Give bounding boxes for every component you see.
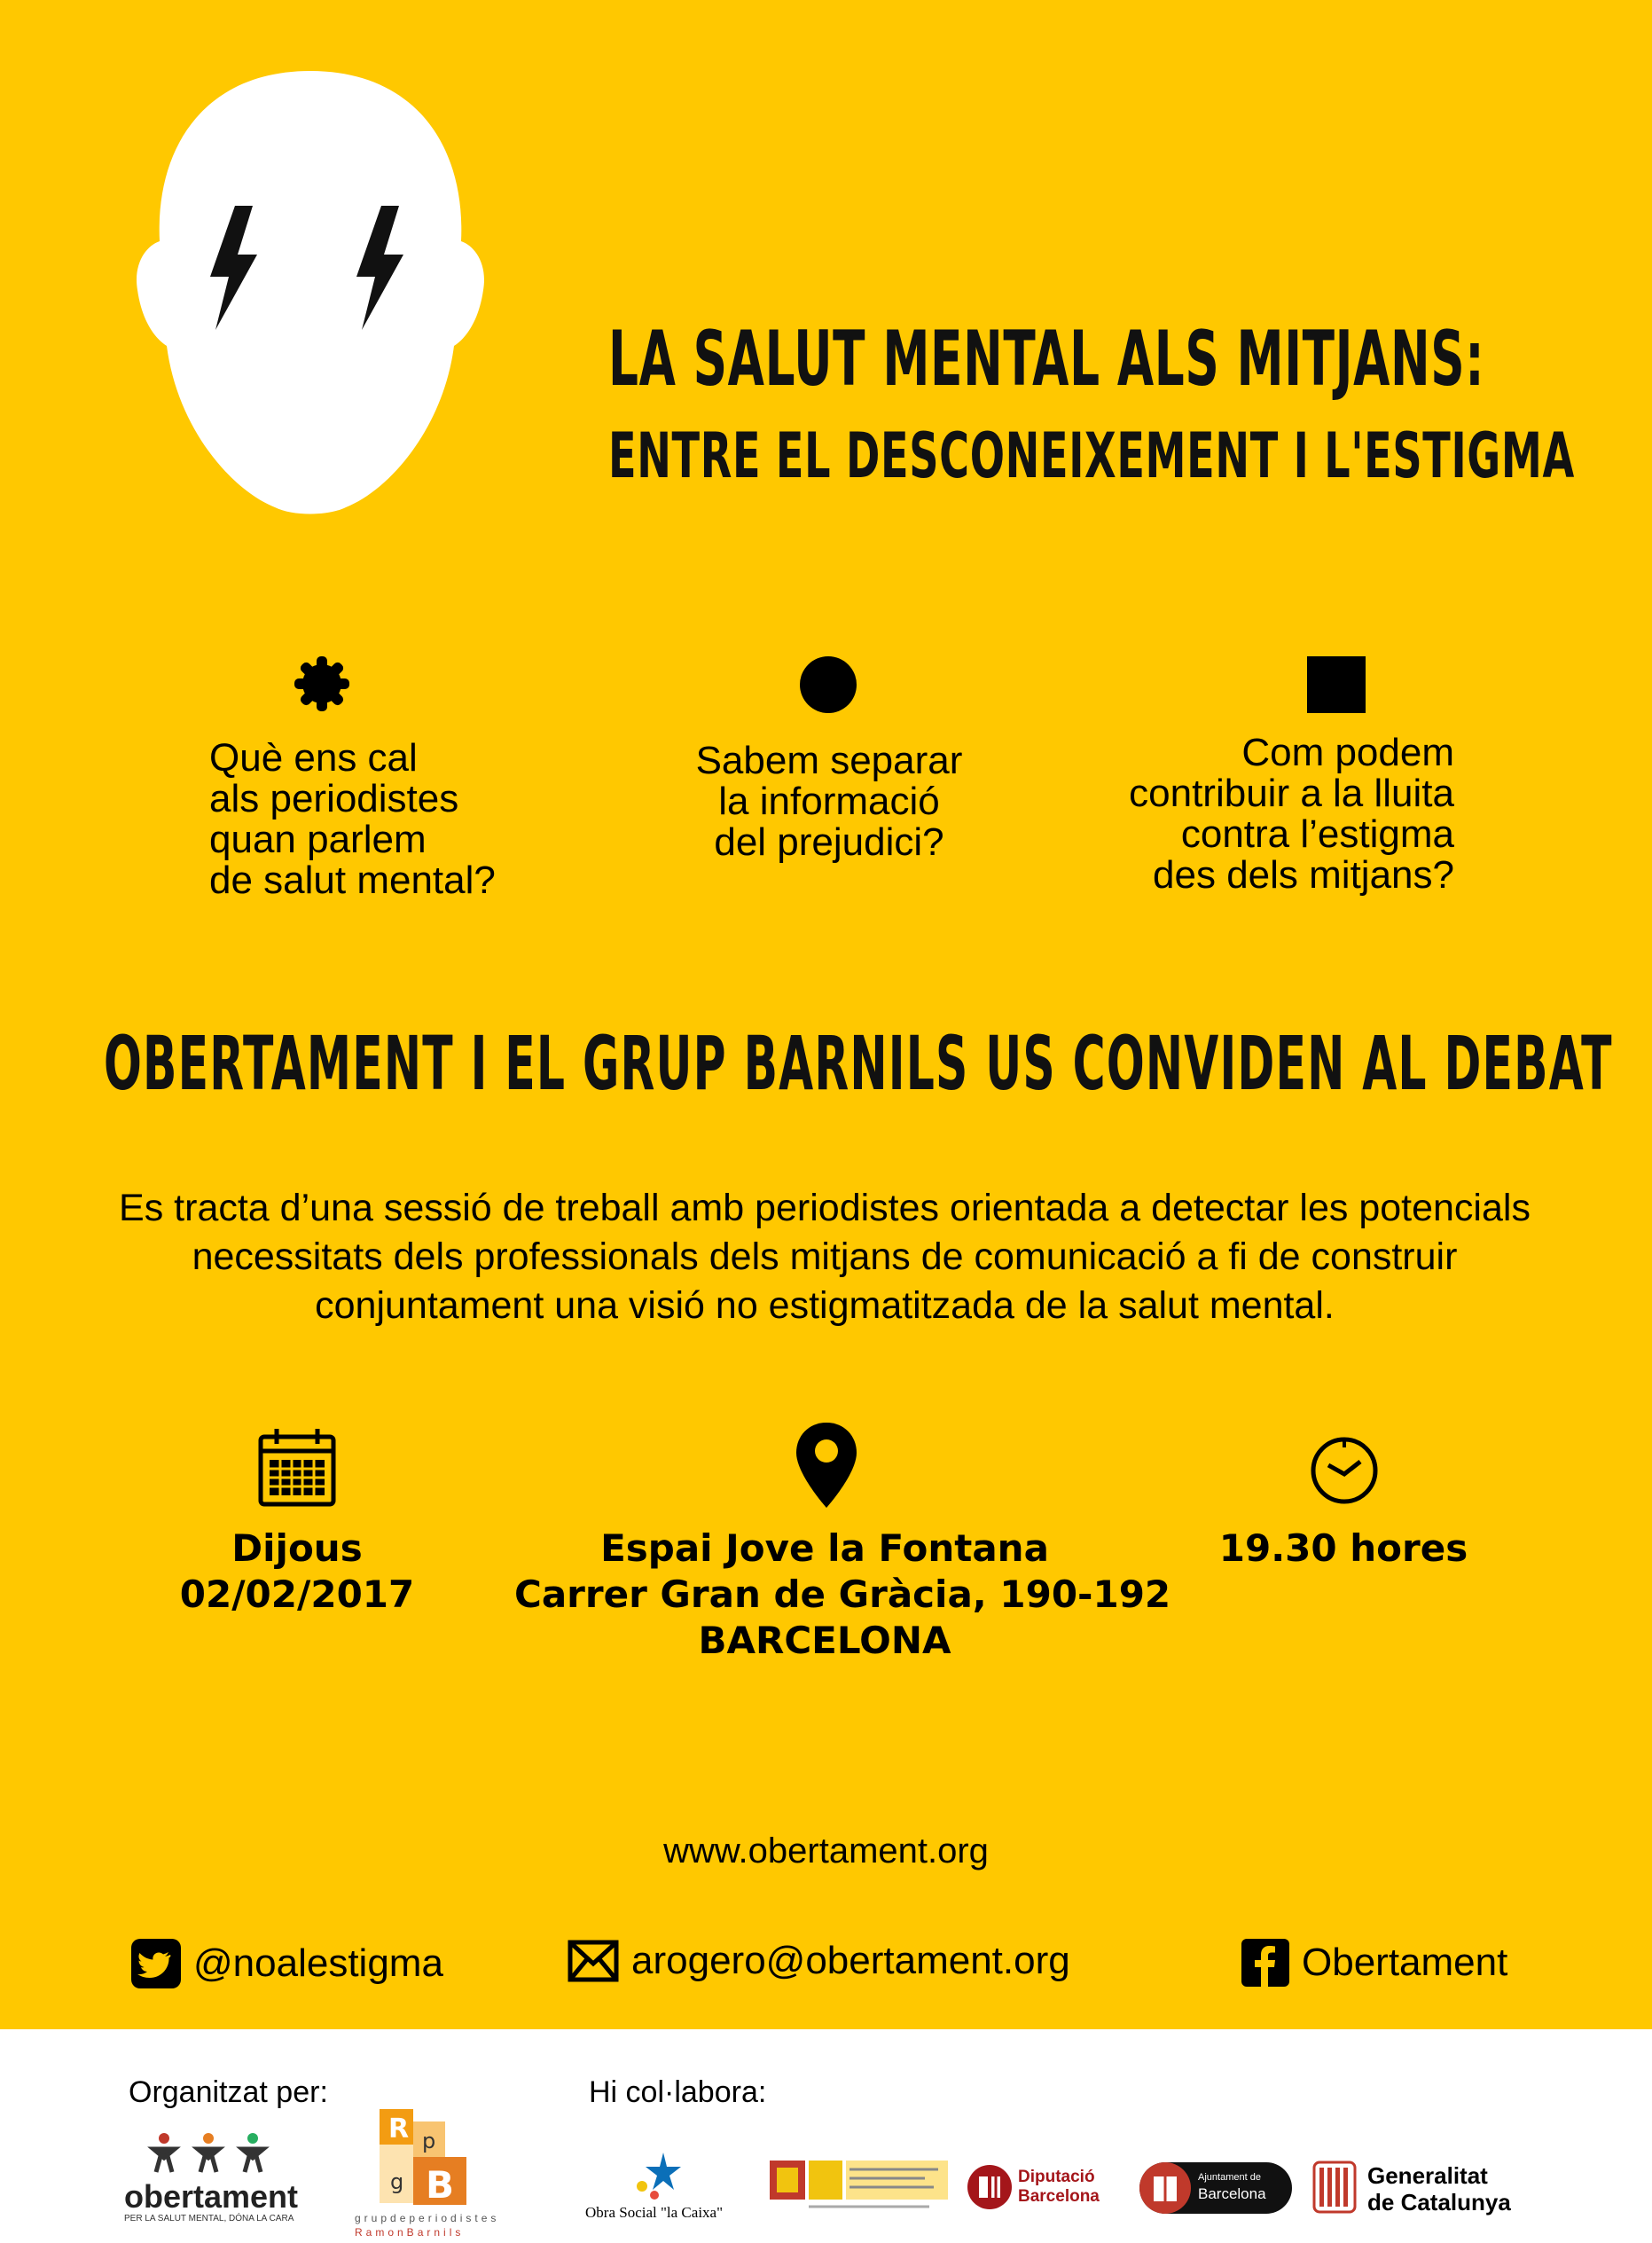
twitter-handle: @noalestigma <box>193 1941 443 1985</box>
facebook-contact[interactable] <box>1241 1939 1507 1987</box>
event-address: Carrer Gran de Gràcia, 190-192 <box>514 1572 1171 1616</box>
event-day: Dijous <box>231 1526 363 1570</box>
generalitat-flag-icon <box>1312 2161 1357 2216</box>
event-venue: Espai Jove la Fontana <box>600 1526 1049 1570</box>
head-illustration <box>124 64 497 534</box>
obertament-logo <box>124 2131 299 2238</box>
diputacio-seal-icon <box>967 2164 1013 2210</box>
svg-text:p: p <box>422 2129 436 2153</box>
event-description: Es tracta d’una sessió de treball amb periodistes orientada a detectar les potencials necessitats dels professionals dels mitjans de comunicació a fi de construir conjuntament una visió no estigmatitzada de la salut mental. <box>119 1187 1531 1327</box>
people-icon <box>124 2131 293 2176</box>
event-date-value: 02/02/2017 <box>179 1572 415 1616</box>
question-journalists-needs: Què ens cal als periodistes quan parlem de salut mental? <box>209 736 496 902</box>
obertament-name: obertament <box>124 2178 299 2215</box>
email-address: arogero@obertament.org <box>631 1939 1070 1982</box>
barnils-line-2: RamonBarnils <box>355 2226 465 2239</box>
spain-crest-icon <box>770 2161 951 2214</box>
location-pin-icon <box>795 1421 858 1510</box>
event-city: BARCELONA <box>698 1619 951 1662</box>
government-of-spain-logo <box>770 2161 951 2214</box>
question-fight-stigma: Com podem contribuir a la lluita contra l’estigma des dels mitjans? <box>1129 731 1454 897</box>
svg-text:g: g <box>390 2169 404 2194</box>
ajuntament-barcelona-logo <box>1139 2162 1295 2216</box>
title-line-2: ENTRE EL DESCONEIXEMENT I L'ESTIGMA <box>608 420 1575 492</box>
organized-by-label: Organitzat per: <box>129 2075 328 2109</box>
square-icon <box>1307 656 1366 713</box>
calendar-icon <box>257 1426 337 1508</box>
asterisk-icon <box>293 655 351 713</box>
la-caixa-logo <box>585 2149 740 2229</box>
barnils-line-1: grupdeperiodistes <box>355 2212 500 2224</box>
collaborators-label: Hi col·labora: <box>589 2075 767 2109</box>
generalitat-line-1: Generalitat <box>1367 2162 1488 2189</box>
diputacio-barcelona-logo <box>967 2162 1100 2216</box>
twitter-contact[interactable] <box>131 1939 443 1988</box>
circle-icon <box>798 655 858 715</box>
generalitat-catalunya-logo <box>1312 2161 1525 2217</box>
event-time <box>1188 1525 1499 1572</box>
diputacio-line-2: Barcelona <box>1018 2187 1100 2206</box>
event-time-value: 19.30 hores <box>1218 1526 1468 1570</box>
la-caixa-text: Obra Social "la Caixa" <box>585 2204 724 2221</box>
question-separate-info: Sabem separar la informació del prejudici? <box>695 739 963 864</box>
obertament-tagline: PER LA SALUT MENTAL, DÓNA LA CARA <box>124 2214 294 2223</box>
ajuntament-line-2: Barcelona <box>1198 2185 1266 2202</box>
generalitat-line-2: de Catalunya <box>1367 2189 1511 2216</box>
email-icon <box>568 1940 619 1982</box>
website-link[interactable]: www.obertament.org <box>663 1831 989 1870</box>
invitation-heading: OBERTAMENT I EL GRUP BARNILS US CONVIDEN AL DEBAT <box>104 1020 1613 1107</box>
ajuntament-shield-icon <box>1139 2162 1191 2214</box>
diputacio-line-1: Diputació <box>1018 2168 1095 2186</box>
clock-icon <box>1309 1435 1380 1506</box>
star-icon <box>630 2149 692 2202</box>
facebook-icon <box>1241 1939 1289 1987</box>
event-date <box>151 1525 443 1618</box>
barnils-logo <box>355 2109 505 2242</box>
event-location <box>514 1525 1171 1664</box>
twitter-icon <box>131 1939 181 1988</box>
svg-text:B: B <box>426 2163 455 2205</box>
facebook-page: Obertament <box>1302 1941 1508 1984</box>
footer-sponsors <box>0 2029 1652 2243</box>
title-line-1: LA SALUT MENTAL ALS MITJANS: <box>608 315 1485 404</box>
svg-text:R: R <box>388 2114 410 2145</box>
email-contact[interactable] <box>568 1939 1070 1983</box>
ajuntament-line-1: Ajuntament de <box>1198 2172 1261 2183</box>
rpgb-blocks-icon <box>380 2109 477 2205</box>
